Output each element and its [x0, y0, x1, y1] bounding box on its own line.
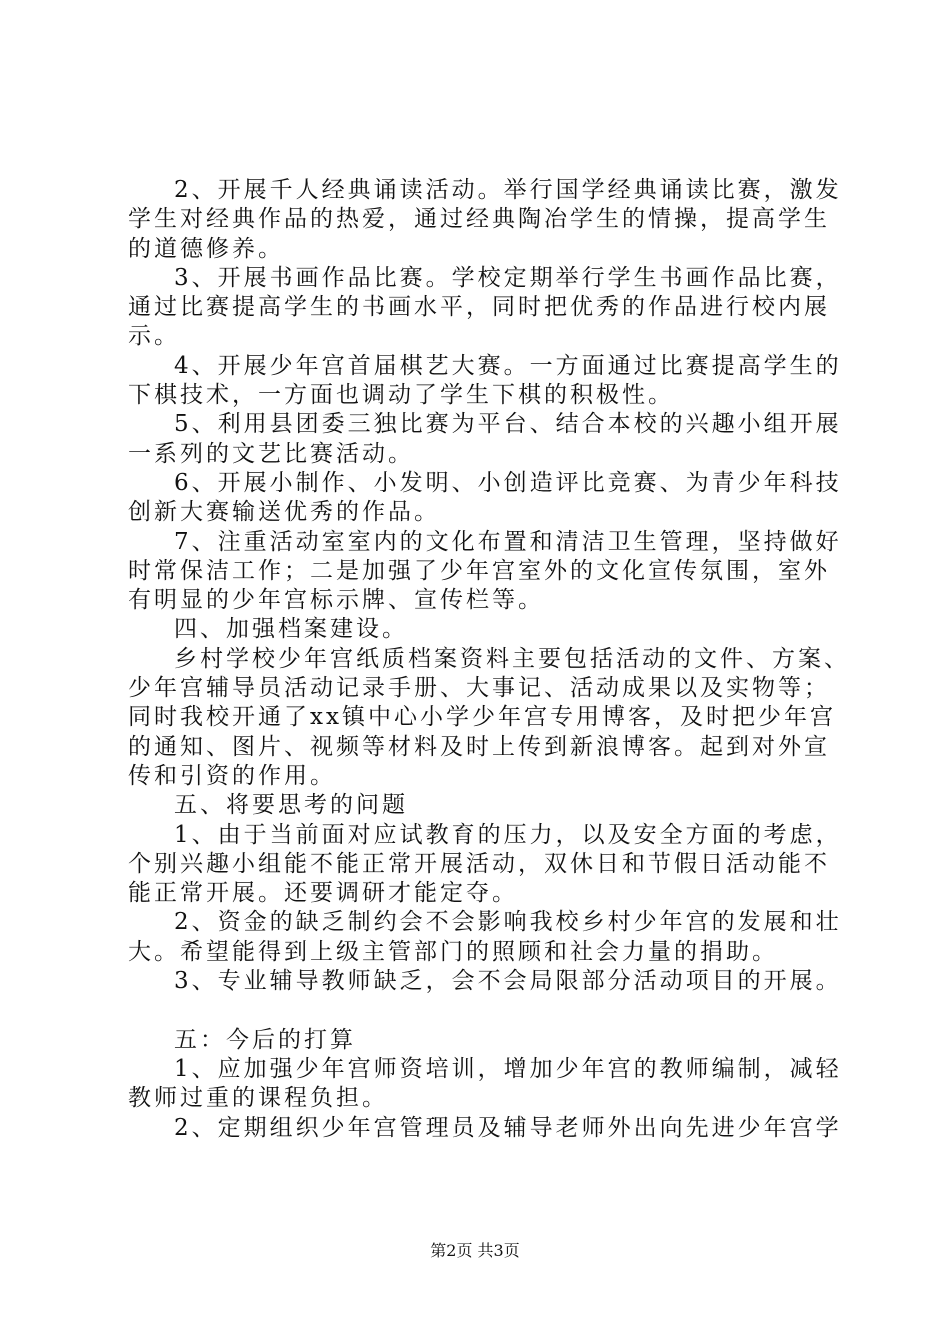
paragraph-line: 1、应加强少年宫师资培训，增加少年宫的教师编制，减轻 [174, 1055, 842, 1082]
section-heading: 五：今后的打算 [174, 1026, 356, 1053]
paragraph-line: 3、专业辅导教师缺乏，会不会局限部分活动项目的开展。 [174, 968, 842, 995]
paragraph-line: 示。 [128, 323, 180, 350]
paragraph-line: 的通知、图片、视频等材料及时上传到新浪博客。起到对外宣 [128, 733, 830, 760]
paragraph-line: 传和引资的作用。 [128, 762, 336, 789]
body-text [128, 176, 850, 1143]
section-heading: 五、将要思考的问题 [174, 792, 408, 819]
paragraph-line: 少年宫辅导员活动记录手册、大事记、活动成果以及实物等； [128, 675, 830, 702]
paragraph-line: 有明显的少年宫标示牌、宣传栏等。 [128, 587, 544, 614]
paragraph-line: 1、由于当前面对应试教育的压力，以及安全方面的考虑， [174, 821, 842, 848]
paragraph-line: 的道德修养。 [128, 235, 284, 262]
paragraph-line: 通过比赛提高学生的书画水平，同时把优秀的作品进行校内展 [128, 294, 830, 321]
paragraph-line: 5、利用县团委三独比赛为平台、结合本校的兴趣小组开展 [174, 411, 842, 438]
paragraph-line: 2、开展千人经典诵读活动。举行国学经典诵读比赛，激发 [174, 177, 842, 203]
paragraph-line: 7、注重活动室室内的文化布置和清洁卫生管理，坚持做好 [174, 528, 842, 555]
section-heading: 四、加强档案建设。 [174, 616, 408, 643]
paragraph-line: 教师过重的课程负担。 [128, 1085, 388, 1112]
paragraph-line: 下棋技术，一方面也调动了学生下棋的积极性。 [128, 382, 674, 409]
paragraph-line: 大。希望能得到上级主管部门的照顾和社会力量的捐助。 [128, 938, 778, 965]
paragraph-line: 时常保洁工作；二是加强了少年宫室外的文化宣传氛围，室外 [128, 557, 830, 584]
page-footer [0, 1241, 950, 1261]
paragraph-line: 同时我校开通了xx镇中心小学少年宫专用博客，及时把少年宫 [128, 704, 836, 731]
blank-line [128, 996, 838, 1025]
page-number: 第2页 共3页 [430, 1241, 520, 1260]
paragraph-line: 6、开展小制作、小发明、小创造评比竞赛、为青少年科技 [174, 469, 842, 496]
paragraph-line: 2、定期组织少年宫管理员及辅导老师外出向先进少年宫学 [174, 1114, 842, 1141]
paragraph-line: 3、开展书画作品比赛。学校定期举行学生书画作品比赛， [174, 264, 842, 291]
paragraph-line: 4、开展少年宫首届棋艺大赛。一方面通过比赛提高学生的 [174, 352, 842, 379]
paragraph-line: 创新大赛输送优秀的作品。 [128, 499, 440, 526]
paragraph-line: 学生对经典作品的热爱，通过经典陶冶学生的情操，提高学生 [128, 206, 830, 233]
paragraph-line: 2、资金的缺乏制约会不会影响我校乡村少年宫的发展和壮 [174, 909, 842, 936]
paragraph-line: 乡村学校少年宫纸质档案资料主要包括活动的文件、方案、 [174, 645, 850, 672]
paragraph-line: 能正常开展。还要调研才能定夺。 [128, 880, 518, 907]
paragraph-line: 一系列的文艺比赛活动。 [128, 440, 414, 467]
paragraph-line: 个别兴趣小组能不能正常开展活动，双休日和节假日活动能不 [128, 850, 830, 877]
